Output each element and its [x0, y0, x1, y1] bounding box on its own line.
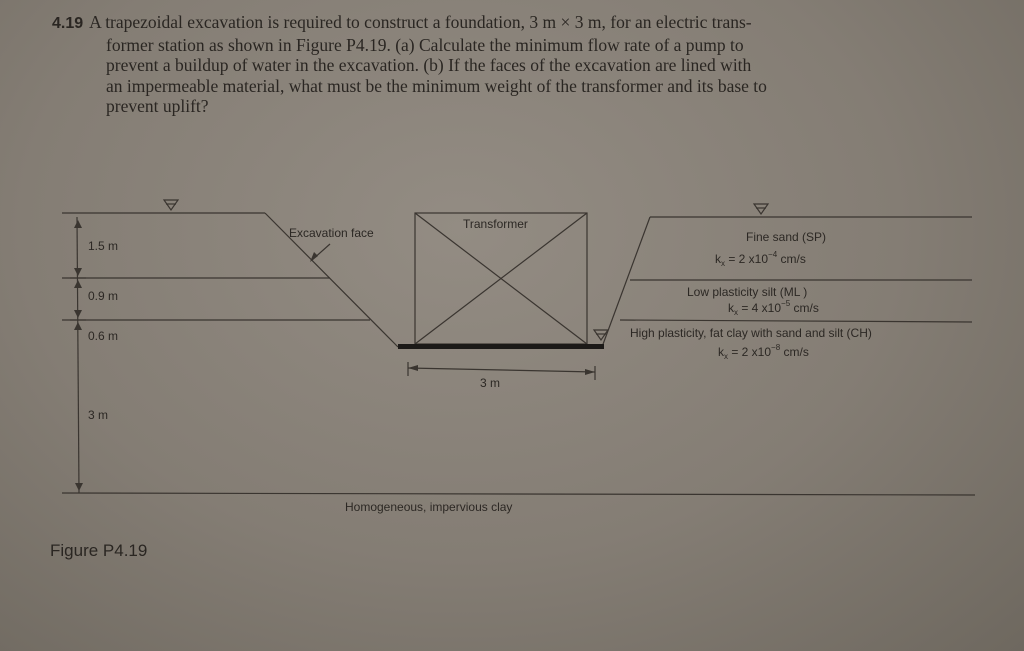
excavation-face-label: Excavation face [289, 226, 374, 240]
layer-3-name: High plasticity, fat clay with sand and silt (CH) [630, 326, 872, 340]
problem-line-3: prevent a buildup of water in the excavation. (b) If the faces of the excavation are lined with [106, 55, 752, 75]
impervious-clay-label: Homogeneous, impervious clay [345, 500, 513, 514]
problem-line-2: former station as shown in Figure P4.19. (a) Calculate the minimum flow rate of a pump to [106, 34, 744, 55]
figure-caption: Figure P4.19 [50, 541, 148, 560]
layer-2-name: Low plasticity silt (ML ) [687, 285, 808, 299]
problem-line-4: an impermeable material, what must be the minimum weight of the transformer and its base to [106, 75, 767, 96]
depth-label-3: 0.6 m [88, 329, 119, 343]
width-dimension-line [408, 368, 595, 372]
depth-label-4: 3 m [88, 408, 109, 422]
width-label: 3 m [480, 376, 501, 390]
problem-line-1: 4.19 A trapezoidal excavation is required to construct a foundation, 3 m × 3 m, for an electric trans- [52, 12, 752, 32]
depth-label-2: 0.9 m [88, 289, 119, 303]
layer-3-permeability: $k_x = 2$ $x10^{-8}$ cm/s [718, 343, 809, 361]
depth-label-1: 1.5 m [88, 239, 119, 253]
layer-2-permeability: $k_x = 4$ $x10^{-5}$ cm/s [728, 299, 819, 317]
problem-line-5: prevent uplift? [106, 96, 209, 116]
foundation-base [398, 344, 604, 349]
problem-number: 4.19 [52, 15, 84, 32]
layer-1-permeability: $k_x = 2$ $x10^{-4}$ cm/s [715, 250, 806, 268]
layer-1-name: Fine sand (SP) [746, 230, 827, 244]
depth-dimension-line [77, 217, 79, 493]
transformer-label: Transformer [463, 217, 528, 231]
layer-boundary-2-right [620, 320, 972, 322]
water-table-left-icon [164, 200, 178, 210]
water-table-right-icon [754, 204, 768, 214]
impervious-clay-boundary [62, 493, 975, 495]
